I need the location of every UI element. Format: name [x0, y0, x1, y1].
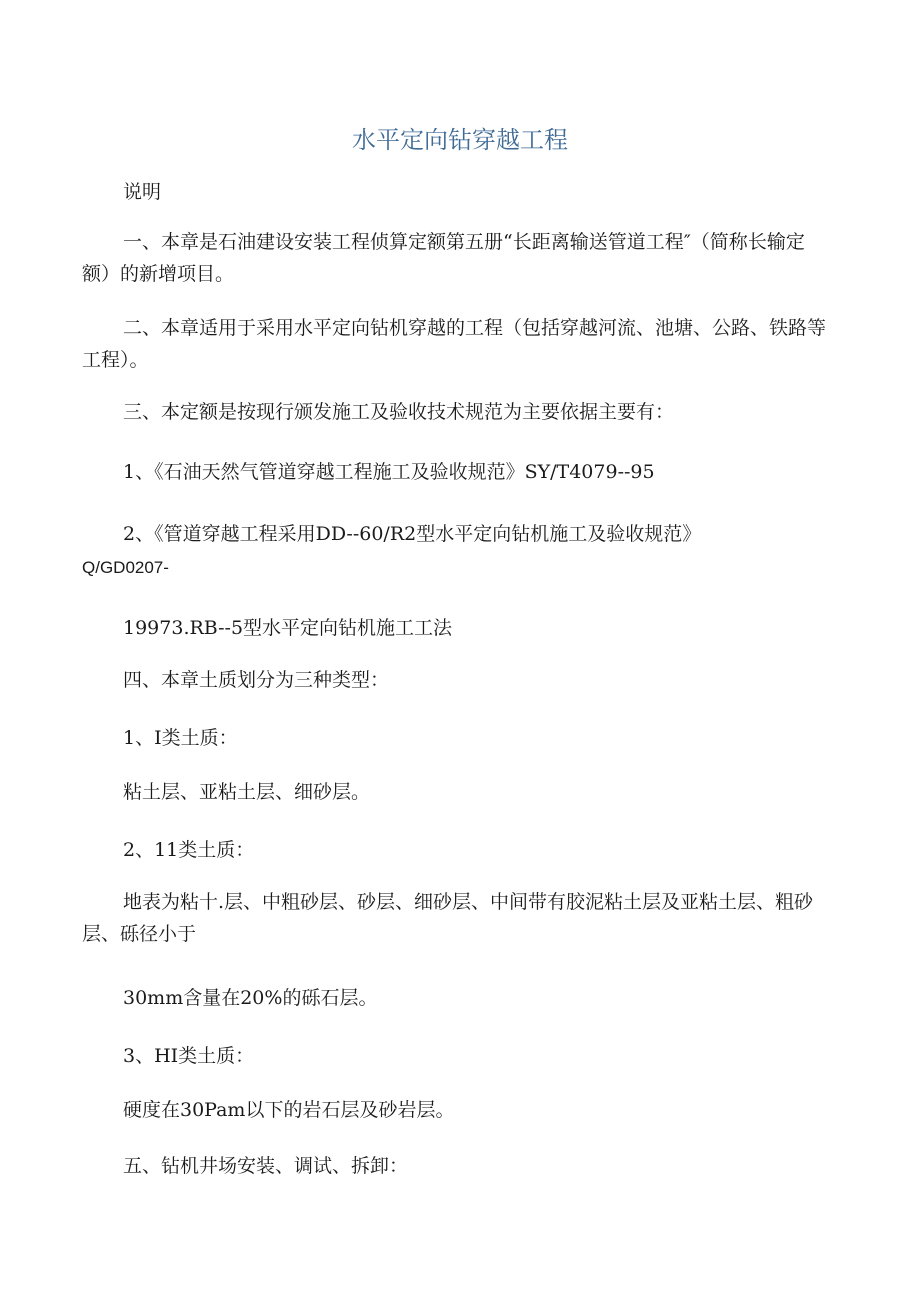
paragraph-item-1: 一、本章是石油建设安装工程侦算定额第五册“长距离输送管道工程″（简称长输定额）的新增项目。	[82, 231, 805, 285]
document-title: 水平定向钻穿越工程	[352, 126, 568, 154]
paragraph-spec-2: 2、《管道穿越工程采用DD--60/R2型水平定向钻机施工及验收规范》	[123, 523, 702, 545]
paragraph-soil-1-desc: 粘土层、亚粘土层、细砂层。	[123, 781, 371, 803]
paragraph-item-3: 三、本定额是按现行颁发施工及验收技术规范为主要依据主要有：	[123, 401, 675, 423]
paragraph-spec-2-code: Q/GD0207-	[82, 558, 169, 577]
paragraph-item-5: 五、钻机井场安装、调试、拆卸：	[123, 1155, 409, 1177]
paragraph-spec-1: 1、《石油天然气管道穿越工程施工及验收规范》SY/T4079--95	[123, 461, 655, 483]
paragraph-item-4: 四、本章土质划分为三种类型：	[123, 669, 390, 691]
paragraph-soil-3-label: 3、HI类土质：	[123, 1045, 255, 1067]
paragraph-soil-2-label: 2、11类土质：	[123, 839, 255, 861]
section-heading-explanation: 说明	[123, 181, 162, 203]
paragraph-spec-3: 19973.RB--5型水平定向钻机施工工法	[123, 617, 453, 639]
paragraph-soil-1-label: 1、I类土质：	[123, 727, 238, 749]
paragraph-item-2: 二、本章适用于采用水平定向钻机穿越的工程（包括穿越河流、池塘、公路、铁路等工程）。	[82, 317, 827, 371]
paragraph-soil-2-desc: 地表为粘十.层、中粗砂层、砂层、细砂层、中间带有胶泥粘土层及亚粘土层、粗砂层、砾径小于	[82, 891, 814, 945]
paragraph-soil-3-desc: 硬度在30Pam以下的岩石层及砂岩层。	[123, 1099, 455, 1121]
paragraph-soil-2-desc-cont: 30mm含量在20%的砾石层。	[123, 987, 378, 1009]
